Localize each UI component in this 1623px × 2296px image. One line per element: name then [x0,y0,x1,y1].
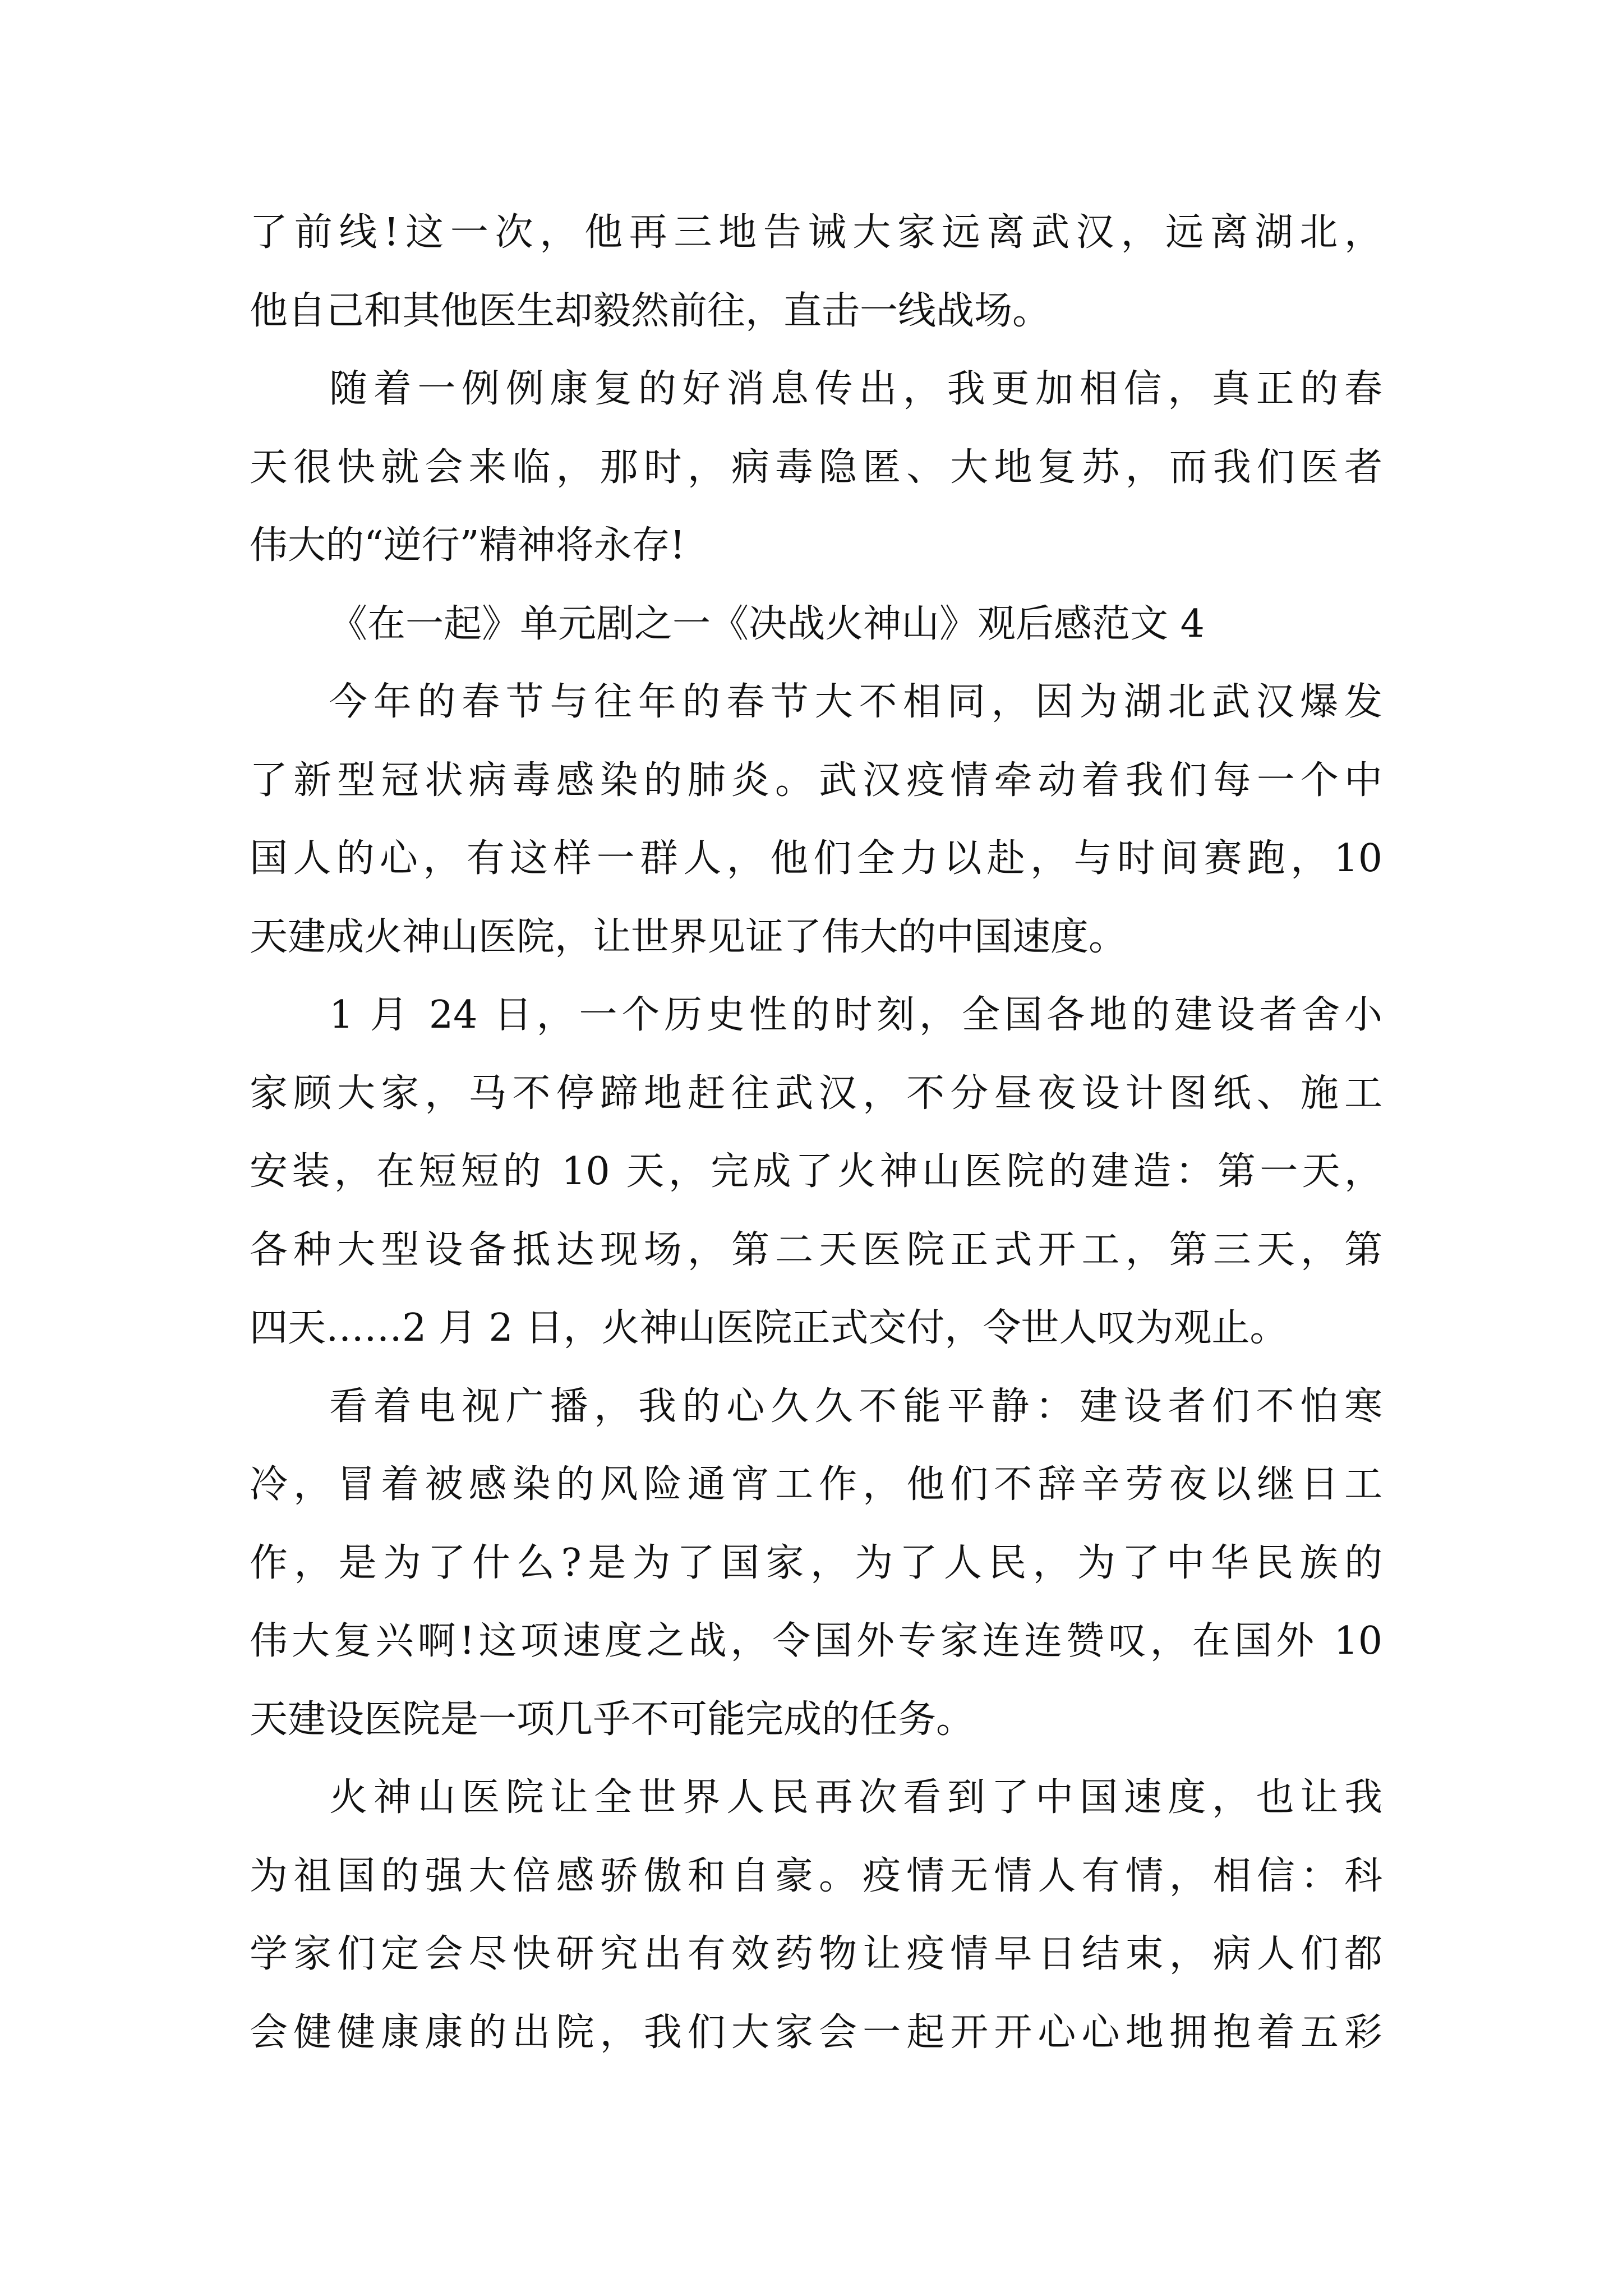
section-heading: 《在一起》单元剧之一《决战火神山》观后感范文 4 [329,601,1205,646]
paragraph-line: 今年的春节与往年的春节大不相同，因为湖北武汉爆发 [329,680,1382,724]
paragraph-line: 国人的心，有这样一群人，他们全力以赴，与时间赛跑，10 [250,836,1382,881]
paragraph-line: 为祖国的强大倍感骄傲和自豪。疫情无情人有情，相信：科 [250,1853,1382,1898]
paragraph-line: 安装，在短短的 10 天，完成了火神山医院的建造：第一天， [250,1149,1382,1194]
paragraph-line: 了前线!这一次，他再三地告诫大家远离武汉，远离湖北， [250,210,1382,255]
document-body [250,194,1382,2072]
paragraph-line: 会健健康康的出院，我们大家会一起开开心心地拥抱着五彩 [250,2010,1382,2055]
paragraph-line: 天建设医院是一项几乎不可能完成的任务。 [250,1697,975,1742]
paragraph-line: 各种大型设备抵达现场，第二天医院正式开工，第三天，第 [250,1227,1382,1272]
paragraph-line: 作，是为了什么?是为了国家，为了人民，为了中华民族的 [250,1540,1382,1585]
paragraph-line: 他自己和其他医生却毅然前往，直击一线战场。 [250,288,1051,333]
paragraph-line: 伟大复兴啊!这项速度之战，令国外专家连连赞叹，在国外 10 [250,1619,1382,1663]
paragraph-line: 家顾大家，马不停蹄地赶往武汉，不分昼夜设计图纸、施工 [250,1071,1382,1116]
paragraph-line: 1 月 24 日，一个历史性的时刻，全国各地的建设者舍小 [329,993,1382,1037]
paragraph-line: 看着电视广播，我的心久久不能平静：建设者们不怕寒 [329,1384,1382,1429]
paragraph-line: 随着一例例康复的好消息传出，我更加相信，真正的春 [329,367,1382,411]
paragraph-line: 了新型冠状病毒感染的肺炎。武汉疫情牵动着我们每一个中 [250,758,1382,803]
paragraph-line: 天很快就会来临，那时，病毒隐匿、大地复苏，而我们医者 [250,445,1382,490]
paragraph-line: 天建成火神山医院，让世界见证了伟大的中国速度。 [250,914,1127,959]
paragraph-line: 火神山医院让全世界人民再次看到了中国速度，也让我 [329,1775,1382,1820]
paragraph-line: 学家们定会尽快研究出有效药物让疫情早日结束，病人们都 [250,1932,1382,1976]
paragraph-line: 伟大的“逆行”精神将永存! [250,523,685,568]
paragraph-line: 四天……2 月 2 日，火神山医院正式交付，令世人叹为观止。 [250,1306,1288,1350]
paragraph-line: 冷，冒着被感染的风险通宵工作，他们不辞辛劳夜以继日工 [250,1462,1382,1507]
